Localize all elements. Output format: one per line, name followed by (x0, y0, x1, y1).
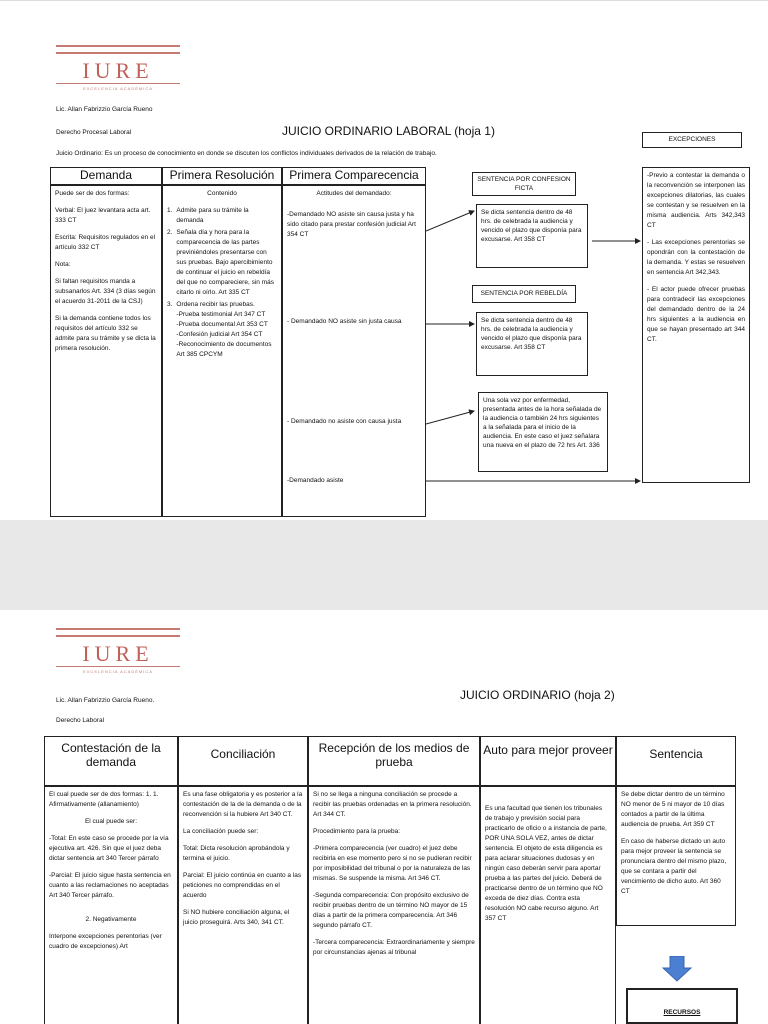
sheet-2 (0, 610, 768, 1024)
demanda-text: Si la demanda contiene todos los requisitos del artículo 332 se admite para su trámite y se dicta la primera resolución. (55, 315, 156, 352)
demanda-text: Nota: (55, 261, 71, 268)
conciliacion-text: Parcial: El juicio continúa en cuanto a las peticiones no comprendidas en el acuerdo (183, 872, 302, 899)
demanda-text: Si faltan requisitos manda a subsanarlos Art. 334 (3 días según el acuerdo 31-2011 de la CSJ) (55, 278, 156, 305)
page-gap (0, 520, 768, 610)
auto-text: Es una facultad que tienen los tribunales de trabajo y previsión social para practicarlo de oficio o a instancia de parte, POR UNA SOLA VEZ, antes de dictar sentencia. El objeto de esta diligencia es para aclarar situaciones dudosas y en ningún caso deberán servir para aportar prueba a las partes del juicio. Deberá de practicarse dentro de un término que NO exceda de diez días. Contra esta resolución NO cabe recurso alguno. Art 357 CT (485, 805, 607, 922)
subject: Derecho Procesal Laboral (56, 129, 132, 136)
list-item: 2. Señala día y hora para la comparecencia de las partes previniéndoles presentarse con sus pruebas. Bajo apercibimiento de continuar el juicio en rebeldía del que no compareciere, sin más citarlo ni oírlo. Art 335 CT (167, 229, 274, 296)
demanda-text: Escrita: Requisitos regulados en el artículo 332 CT (55, 234, 156, 251)
header-conciliacion: Conciliación (178, 736, 308, 786)
contestacion-text: 2. Negativamente (85, 916, 137, 923)
conciliacion-text: Total: Dicta resolución aprobándola y termina el juicio. (183, 845, 290, 862)
demanda-cell (50, 185, 162, 517)
recepcion-cell (308, 786, 480, 1024)
author: Lic. Allan Fabrizzio García Rueno. (56, 697, 155, 704)
header-demanda: Demanda (50, 167, 162, 185)
conciliacion-cell (178, 786, 308, 1024)
recepcion-text: Si no se llega a ninguna conciliación se procede a recibir las pruebas ordenadas en la primera resolución. Art 344 CT. (313, 791, 472, 818)
causa-justa-outcome: Una sola vez por enfermedad, presentada antes de la hora señalada de la audiencia o también 24 hrs siguientes a la señalada para el inicio de la audiencia. En este caso el juez señalara una nueva en el plazo de 72 hrs Art. 336 (478, 392, 608, 472)
confesion-ficta-label: SENTENCIA POR CONFESION FICTA (472, 172, 576, 196)
actitud-item: - Demandado no asiste con causa justa (287, 418, 402, 425)
conciliacion-text: Es una fase obligatoria y es posterior a la contestación de la de la demanda o de la reconvención si la hubiere Art 340 CT. (183, 791, 303, 818)
sentencia-cell (616, 786, 736, 926)
sentencia-text: Se debe dictar dentro de un término NO menor de 5 ni mayor de 10 días contados a partir de la última audiencia de prueba. Art 359 CT (621, 791, 725, 828)
rebeldia-label: SENTENCIA POR REBELDÍA (472, 285, 576, 303)
sentencia-text: En caso de haberse dictado un auto para mejor proveer la sentencia se pronunciara dentro del mismo plazo, que se contara a partir del vencimiento de dicho auto. Art 360 CT (621, 838, 727, 895)
excepciones-text: - El actor puede ofrecer pruebas para contradecir las excepciones del demandado dentro de la 24 hrs siguientes a la audiencia en que se hayan presentado art 344 CT. (647, 286, 745, 343)
header-recepcion: Recepción de los medios de prueba (308, 736, 480, 786)
header-contestacion: Contestación de la demanda (44, 736, 178, 786)
rebeldia-outcome: Se dicta sentencia dentro de 48 hrs. de celebrada la audiencia y vencido el plazo que disponía para excusarse. Art 358 CT (476, 312, 588, 376)
contestacion-text: -Total: En este caso se procede por la vía ejecutiva art. 426. Sin que el juez deba dictar sentencia art 340 Tercer párrafo (49, 835, 169, 862)
author: Lic. Allan Fabrizzio García Rueno (56, 106, 153, 113)
actitud-item: -Demandado NO asiste sin causa justa y ha sido citado para prestar confesión judicial Art 354 CT (287, 211, 416, 238)
excepciones-label: EXCEPCIONES (642, 132, 742, 148)
comparecencia-cell (282, 185, 426, 517)
recursos-box (626, 988, 738, 1024)
excepciones-box (642, 167, 750, 483)
header-primera-resolucion: Primera Resolución (162, 167, 282, 185)
iure-logo: IURE EXCELENCIA ACADÉMICA (56, 628, 180, 674)
recursos-label: RECURSOS (663, 1009, 701, 1016)
page-title: JUICIO ORDINARIO LABORAL (hoja 1) (282, 124, 495, 138)
list-item: 1. Admite para su trámite la demanda (167, 207, 249, 224)
actitud-item: -Demandado asiste (287, 477, 344, 484)
actitud-item: - Demandado NO asiste sin justa causa (287, 318, 402, 325)
recepcion-text: -Primera comparecencia (ver cuadro) el juez debe recibirla en ese momento pero si no se pudieran recibir por imposibilidad del tribunal o por la naturaleza de las mismas. Se suspende la misma. Art 346 CT. (313, 845, 472, 882)
subject: Derecho Laboral (56, 717, 105, 724)
header-primera-comparecencia: Primera Comparecencia (282, 167, 426, 185)
list-item: 3. Ordena recibir las pruebas. -Prueba testimonial Art 347 CT -Prueba documental Art 353 CT -Confesión judicial Art 354 CT -Reconocimiento de documentos Art 385 CPCYM (167, 301, 272, 358)
recepcion-text: Procedimiento para la prueba: (313, 828, 401, 835)
conciliacion-text: Si NO hubiere conciliación alguna, el juicio proseguirá. Arts 340, 341 CT. (183, 909, 290, 926)
contestacion-text: El cual puede ser de dos formas: 1. 1. Afirmativamente (allanamiento) (49, 791, 159, 808)
header-sentencia: Sentencia (616, 736, 736, 786)
header-auto: Auto para mejor proveer (480, 736, 616, 786)
auto-cell (480, 786, 616, 1024)
resolucion-cell (162, 185, 282, 517)
contestacion-text: Interpone excepciones perentorias (ver cuadro de excepciones) Art (49, 933, 162, 950)
recepcion-text: -Segunda comparecencia: Con propósito exclusivo de recibir pruebas dentro de un término NO mayor de 15 días a partir de la primera comparecencia. Art 346 segundo párrafo CT. (313, 892, 469, 929)
page-title: JUICIO ORDINARIO (hoja 2) (460, 688, 615, 702)
resolucion-heading: Contenido (207, 190, 237, 197)
recepcion-text: -Tercera comparecencia: Extraordinariamente y siempre por circunstancias ajenas al tribunal (313, 939, 475, 956)
down-arrow-icon (662, 956, 692, 982)
conciliacion-text: La conciliación puede ser: (183, 828, 259, 835)
excepciones-text: -Previo a contestar la demanda o la reconvención se interponen las excepciones dilatorias, las cuales se contestan y se resuelven en la misma audiencia. Arts 342,343 CT (647, 172, 745, 229)
demanda-text: Verbal: El juez levantara acta art. 333 CT (55, 207, 151, 224)
contestacion-text: El cual puede ser: (84, 818, 138, 825)
comparecencia-heading: Actitudes del demandado: (316, 190, 392, 197)
iure-logo: IURE EXCELENCIA ACADÉMICA (56, 45, 180, 91)
confesion-ficta-outcome: Se dicta sentencia dentro de 48 hrs. de celebrada la audiencia y vencido el plazo que disponía para excusarse. Art 358 CT (476, 204, 588, 268)
demanda-text: Puede ser de dos formas: (55, 190, 130, 197)
contestacion-cell (44, 786, 178, 1024)
excepciones-text: - Las excepciones perentorias se opondrán con la contestación de la demanda. Y estas se resuelven en sentencia Art 342,343. (647, 239, 745, 276)
contestacion-text: -Parcial: El juicio sigue hasta sentencia en cuanto a las reclamaciones no aceptadas Art 340 Tercer párrafo. (49, 872, 171, 899)
definition: Juicio Ordinario: Es un proceso de conocimiento en donde se discuten los conflictos individuales derivados de la relación de trabajo. (56, 150, 437, 157)
